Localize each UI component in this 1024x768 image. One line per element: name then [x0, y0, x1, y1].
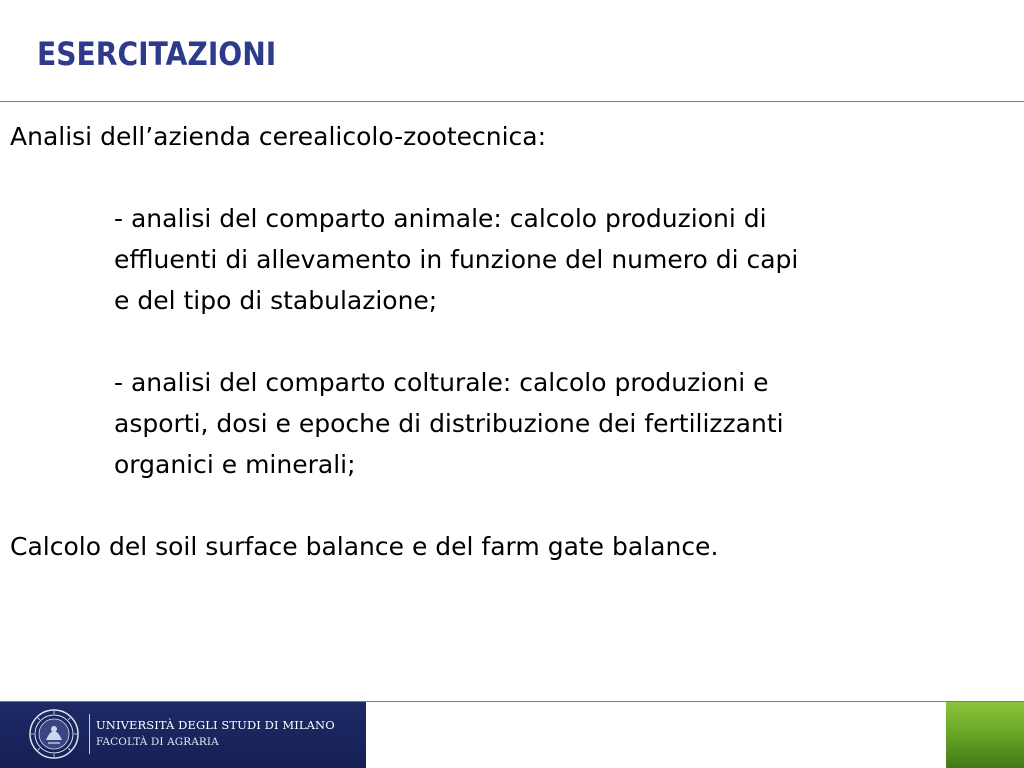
bullet-animal-line-1: - analisi del comparto animale: calcolo produzioni di	[114, 204, 767, 233]
spacer	[10, 485, 1010, 526]
footer-bar	[0, 702, 1024, 768]
slide-body	[10, 116, 1010, 567]
university-seal-icon	[28, 708, 80, 760]
footer-logo-divider	[89, 714, 90, 754]
conclusion-line: Calcolo del soil surface balance e del farm gate balance.	[10, 532, 719, 561]
faculty-name: FACOLTÀ DI AGRARIA	[96, 736, 219, 748]
footer-university-band	[0, 702, 366, 768]
header-divider	[0, 101, 1024, 102]
spacer	[10, 321, 1010, 362]
university-name: UNIVERSITÀ DEGLI STUDI DI MILANO	[96, 718, 335, 732]
intro-line: Analisi dell’azienda cerealicolo-zootecnica:	[10, 122, 547, 151]
slide-title: ESERCITAZIONI	[37, 35, 277, 73]
bullet-crop-line-3: organici e minerali;	[114, 450, 356, 479]
bullet-animal-line-3: e del tipo di stabulazione;	[114, 286, 438, 315]
bullet-crop-line-2: asporti, dosi e epoche di distribuzione dei fertilizzanti	[114, 409, 784, 438]
spacer	[10, 157, 1010, 198]
footer-accent-block	[946, 702, 1024, 768]
bullet-crop-line-1: - analisi del comparto colturale: calcolo produzioni e	[114, 368, 769, 397]
bullet-animal-line-2: effluenti di allevamento in funzione del numero di capi	[114, 245, 799, 274]
